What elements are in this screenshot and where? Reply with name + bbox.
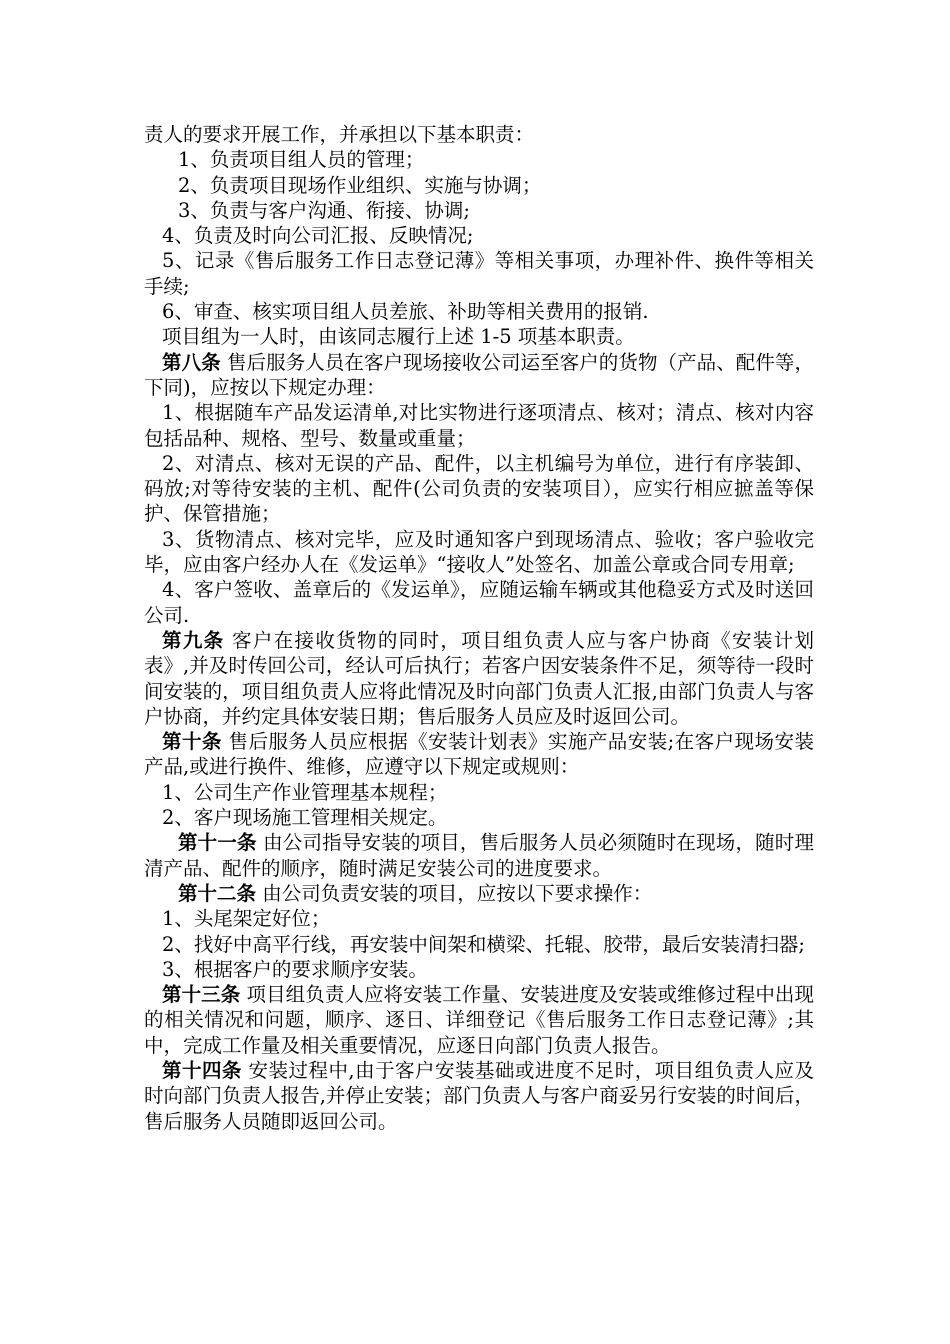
list-item (144, 299, 814, 324)
list-item (144, 451, 814, 527)
paragraph-text: 2、找好中高平行线，再安装中间架和横梁、托辊、胶带，最后安装清扫器; (162, 932, 805, 956)
article-paragraph (144, 628, 814, 729)
article-number: 第十三条 (162, 983, 241, 1007)
paragraph-text: 项目组为一人时，由该同志履行上述 1-5 项基本职责。 (162, 325, 635, 349)
paragraph-text: 客户在接收货物的同时，项目组负责人应与客户协商《安装计划表》,并及时传回公司，经认可后执行；若客户因安装条件不足，须等待一段时间安装的，项目组负责人应将此情况及时向部门负责人汇报,由部门负责人与客户协商，并约定具体安装日期；售后服务人员应及时返回公司。 (144, 628, 814, 728)
list-item (144, 932, 814, 957)
paragraph-text: 1、公司生产作业管理基本规程； (162, 780, 448, 804)
paragraph-text: 5、记录《售后服务工作日志登记薄》等相关事项，办理补件、换件等相关手续; (144, 249, 814, 298)
article-number: 第八条 (162, 350, 221, 374)
list-item (144, 223, 814, 248)
paragraph-text: 由公司指导安装的项目，售后服务人员必须随时在现场，随时理清产品、配件的顺序，随时满足安装公司的进度要求。 (144, 831, 814, 880)
list-item (144, 400, 814, 451)
paragraph-text: 售后服务人员在客户现场接收公司运至客户的货物（产品、配件等，下同)，应按以下规定办理： (144, 350, 814, 399)
paragraph-text: 1、头尾架定好位； (162, 907, 331, 931)
paragraph-text: 项目组负责人应将安装工作量、安装进度及安装或维修过程中出现的相关情况和问题，顺序、逐日、详细登记《售后服务工作日志登记薄》;其中，完成工作量及相关重要情况，应逐日向部门负责人报告。 (144, 983, 814, 1057)
document-body (144, 122, 814, 1134)
paragraph-text: 4、客户签收、盖章后的《发运单》，应随运输车辆或其他稳妥方式及时送回公司. (144, 578, 814, 627)
paragraph-text: 1、负责项目组人员的管理； (178, 148, 425, 172)
article-number: 第九条 (162, 628, 225, 652)
article-paragraph (144, 982, 814, 1058)
article-number: 第十四条 (162, 1058, 242, 1082)
list-item (144, 324, 814, 349)
article-paragraph (144, 830, 814, 881)
paragraph-text: 2、对清点、核对无误的产品、配件，以主机编号为单位，进行有序装卸、码放;对等待安装的主机、配件(公司负责的安装项目），应实行相应摭盖等保护、保管措施； (144, 451, 814, 526)
list-item (144, 147, 814, 172)
paragraph-text: 2、负责项目现场作业组织、实施与协调； (178, 173, 542, 197)
paragraph-text: 6、审查、核实项目组人员差旅、补助等相关费用的报销. (162, 300, 649, 324)
list-item (144, 173, 814, 198)
paragraph-text: 3、根据客户的要求顺序安装。 (162, 957, 428, 981)
list-item (144, 527, 814, 578)
paragraph-text: 2、客户现场施工管理相关规定。 (162, 806, 448, 830)
list-item (144, 248, 814, 299)
article-paragraph (144, 729, 814, 780)
list-item (144, 805, 814, 830)
article-paragraph (144, 1058, 814, 1134)
list-item (144, 122, 814, 147)
article-paragraph (144, 881, 814, 906)
paragraph-text: 3、负责与客户沟通、衔接、协调; (178, 198, 470, 222)
paragraph-text: 售后服务人员应根据《安装计划表》实施产品安装;在客户现场安装产品,或进行换件、维修，应遵守以下规定或规则： (144, 730, 814, 779)
paragraph-text: 3、货物清点、核对完毕，应及时通知客户到现场清点、验收；客户验收完毕，应由客户经办人在《发运单》“接收人”处签名、加盖公章或合同专用章; (144, 527, 814, 577)
article-number: 第十二条 (178, 881, 257, 905)
list-item (144, 780, 814, 805)
list-item (144, 906, 814, 931)
paragraph-text: 安装过程中,由于客户安装基础或进度不足时，项目组负责人应及时向部门负责人报告,并停止安装；部门负责人与客户商妥另行安装的时间后，售后服务人员随即返回公司。 (144, 1058, 814, 1133)
article-number: 第十一条 (178, 831, 257, 855)
paragraph-text: 由公司负责安装的项目，应按以下要求操作： (256, 881, 653, 905)
paragraph-text: 4、负责及时向公司汇报、反映情况; (162, 224, 474, 248)
list-item (144, 957, 814, 982)
article-paragraph (144, 350, 814, 401)
article-number: 第十条 (162, 730, 222, 754)
paragraph-text: 1、根据随车产品发运清单,对比实物进行逐项清点、核对；清点、核对内容包括品种、规格、型号、数量或重量； (144, 401, 814, 450)
paragraph-text: 责人的要求开展工作，并承担以下基本职责： (144, 123, 535, 146)
list-item (144, 198, 814, 223)
list-item (144, 577, 814, 628)
